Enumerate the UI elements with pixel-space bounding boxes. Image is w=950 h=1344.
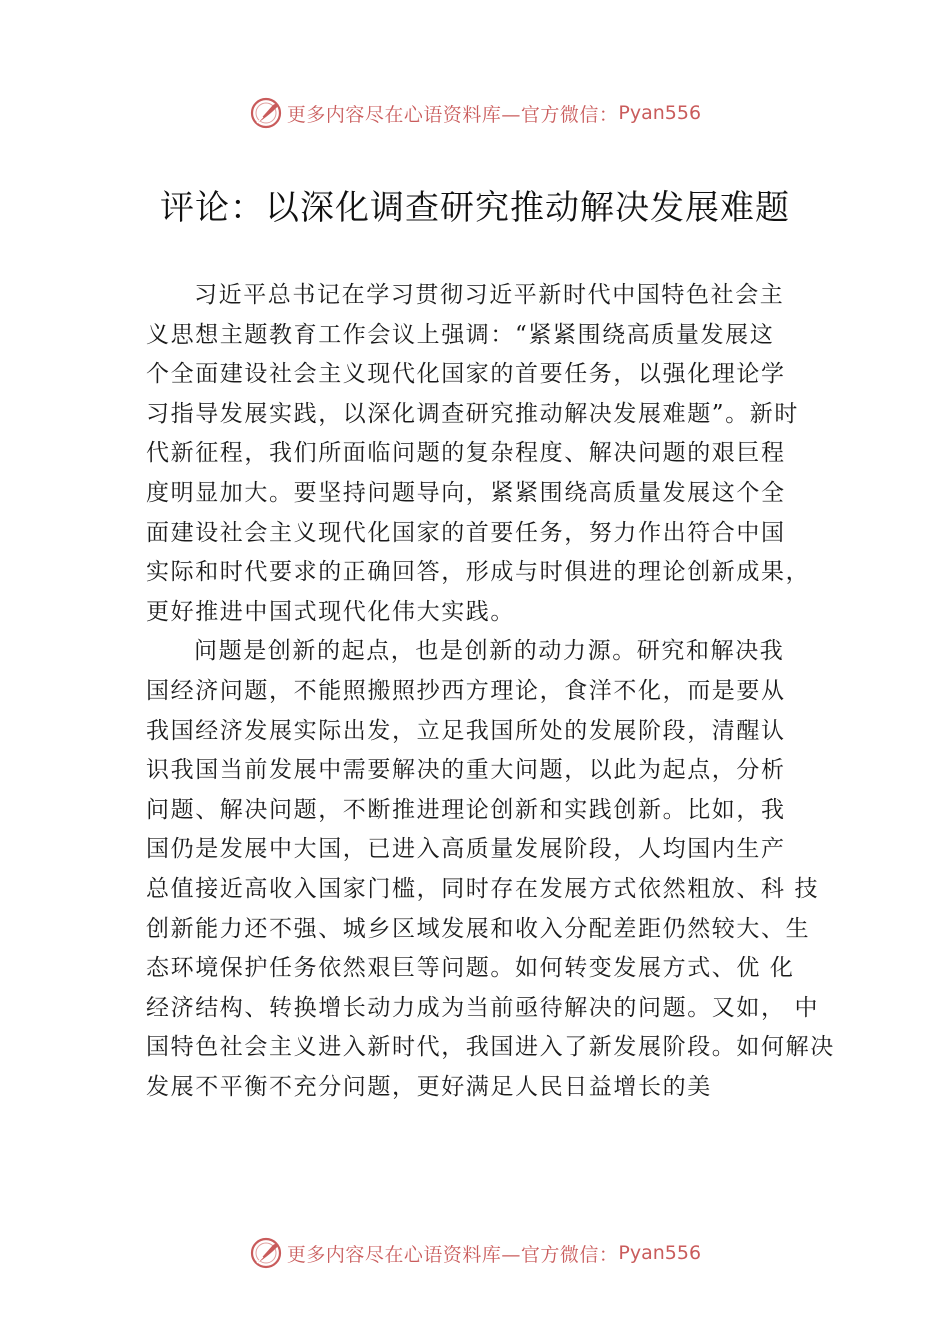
watermark-wechat-id: Pyan556 <box>618 1242 702 1264</box>
paragraph-line: 发展不平衡不充分问题，更好满足人民日益增长的美 <box>146 1073 712 1100</box>
watermark-brand-text: 更多内容尽在心语资料库—官方微信： <box>286 1243 619 1266</box>
paragraph-line: 问题、解决问题，不断推进理论创新和实践创新。比如，我 <box>146 796 786 823</box>
paragraph-line: 态环境保护任务依然艰巨等问题。如何转变发展方式、优 化 <box>146 955 795 982</box>
paragraph-1 <box>146 276 836 632</box>
paragraph-line: 国特色社会主义进入新时代，我国进入了新发展阶段。如何解决 <box>146 1034 835 1061</box>
paragraph-line: 习指导发展实践，以深化调查研究推动解决发展难题”。新时 <box>146 400 799 427</box>
paragraph-line: 面建设社会主义现代化国家的首要任务，努力作出符合中国 <box>146 519 786 546</box>
watermark-brand-text: 更多内容尽在心语资料库—官方微信： <box>286 103 619 126</box>
watermark-wechat-id: Pyan556 <box>618 102 702 124</box>
paragraph-line: 更好推进中国式现代化伟大实践。 <box>146 598 515 625</box>
quill-pen-logo-icon <box>249 96 283 130</box>
article-body <box>146 276 836 1107</box>
paragraph-line: 我国经济发展实际出发，立足我国所处的发展阶段，清醒认 <box>146 717 786 744</box>
article-title: 评论：以深化调查研究推动解决发展难题 <box>160 188 790 228</box>
paragraph-line: 个全面建设社会主义现代化国家的首要任务，以强化理论学 <box>146 361 786 388</box>
paragraph-line: 度明显加大。要坚持问题导向，紧紧围绕高质量发展这个全 <box>146 479 786 506</box>
paragraph-line: 习近平总书记在学习贯彻习近平新时代中国特色社会主 <box>194 282 785 308</box>
quill-pen-logo-icon <box>249 1236 283 1270</box>
paragraph-line: 实际和时代要求的正确回答，形成与时俱进的理论创新成果， <box>146 559 811 586</box>
paragraph-line: 国仍是发展中大国，已进入高质量发展阶段，人均国内生产 <box>146 836 786 863</box>
header-watermark-banner <box>0 93 950 133</box>
paragraph-2 <box>146 632 836 1107</box>
paragraph-line: 问题是创新的起点，也是创新的动力源。研究和解决我 <box>194 638 785 665</box>
paragraph-line: 义思想主题教育工作会议上强调：“紧紧围绕高质量发展这 <box>146 321 775 348</box>
paragraph-line: 代新征程，我们所面临问题的复杂程度、解决问题的艰巨程 <box>146 440 786 467</box>
paragraph-line: 经济结构、转换增长动力成为当前亟待解决的问题。又如， 中 <box>146 994 820 1021</box>
paragraph-line: 国经济问题，不能照搬照抄西方理论，食洋不化，而是要从 <box>146 677 786 704</box>
paragraph-line: 总值接近高收入国家门槛，同时存在发展方式依然粗放、科 技 <box>146 875 820 902</box>
paragraph-line: 创新能力还不强、城乡区域发展和收入分配差距仍然较大、生 <box>146 915 811 942</box>
paragraph-line: 识我国当前发展中需要解决的重大问题，以此为起点，分析 <box>146 757 786 784</box>
footer-watermark-banner <box>0 1233 950 1273</box>
